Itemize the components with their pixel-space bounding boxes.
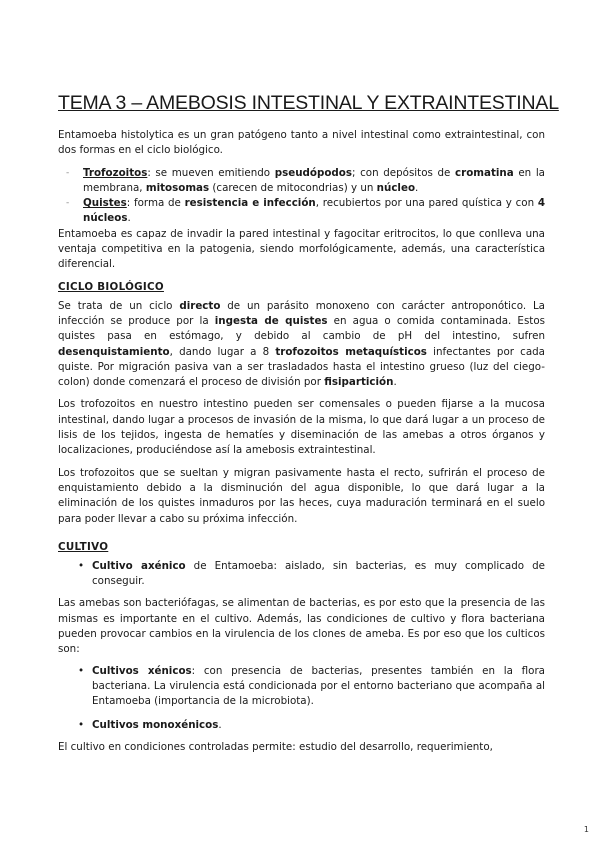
list-item-quistes: - Quistes: forma de resistencia e infección, recubiertos por una pared quística y con 4 núcleos. bbox=[58, 196, 545, 227]
page-number: 1 bbox=[583, 825, 589, 834]
list-item-xenicos: • Cultivos xénicos: con presencia de bacterias, presentes también en la flora bacteriana. La virulencia está condicionada por el entorno bacteriano que acompaña al Entamoeba (importancia de la microbiota). bbox=[78, 664, 545, 708]
cultivo-paragraph-1: Las amebas son bacteriófagas, se alimentan de bacterias, es por esto que la presencia de las mismas es importante en el cultivo. Además, las condiciones de cultivo y flora bacteriana pueden provocar cambios en la virulencia de los clones de ameba. Es por eso que los culticos son: bbox=[58, 597, 545, 656]
page-title: TEMA 3 – AMEBOSIS INTESTINAL Y EXTRAINTESTINAL bbox=[58, 92, 559, 114]
list-item-trofozoitos: - Trofozoitos: se mueven emitiendo pseudópodos; con depósitos de cromatina en la membrana, mitosomas (carecen de mitocondrias) y un núcleo. bbox=[58, 166, 545, 197]
intro-paragraph: Entamoeba histolytica es un gran patógeno tanto a nivel intestinal como extraintestinal, con dos formas en el ciclo biológico. bbox=[58, 129, 545, 157]
cultivo-paragraph-2: El cultivo en condiciones controladas permite: estudio del desarrollo, requerimiento, bbox=[58, 740, 493, 753]
cultivo-list-2 bbox=[58, 664, 545, 733]
forms-list bbox=[58, 166, 545, 227]
list-item-axenico: • Cultivo axénico de Entamoeba: aislado, sin bacterias, es muy complicado de conseguir. bbox=[78, 559, 545, 588]
bullet-icon: • bbox=[78, 718, 85, 731]
bullet-icon: • bbox=[78, 664, 85, 677]
section-heading-ciclo: CICLO BIOLÓGICO bbox=[58, 280, 164, 293]
invade-paragraph: Entamoeba es capaz de invadir la pared intestinal y fagocitar eritrocitos, lo que conlleva una ventaja competitiva en la patogenia, siendo morfológicamente, además, una característica diferencial. bbox=[58, 227, 545, 271]
document-page bbox=[58, 92, 559, 755]
ciclo-paragraph-2: Los trofozoitos en nuestro intestino pueden ser comensales o pueden fijarse a la mucosa intestinal, dando lugar a procesos de invasión de la misma, lo que dará lugar a un proceso de lisis de los tejidos, ingesta de hematíes y diseminación de las amebas a otros órganos y localizaciones, produciéndose así la amebosis extraintestinal. bbox=[58, 398, 545, 457]
ciclo-paragraph-1: Se trata de un ciclo directo de un parásito monoxeno con carácter antroponótico. La infección se produce por la ingesta de quistes en agua o comida contaminada. Estos quistes pasa en estómago, y debido al cambio de pH del intestino, sufren desenquistamiento, dando lugar a 8 trofozoitos metaquísticos infectantes por cada quiste. Por migración pasiva van a ser trasladados hasta el intestino grueso (luz del ciego-colon) donde comenzará el proceso de división por fisipartición. bbox=[58, 299, 546, 389]
section-heading-cultivo: CULTIVO bbox=[58, 540, 109, 553]
list-item-monoxenicos: • Cultivos monoxénicos. bbox=[58, 718, 545, 733]
cultivo-list-1 bbox=[58, 559, 545, 590]
bullet-icon: • bbox=[78, 559, 85, 572]
ciclo-paragraph-3: Los trofozoitos que se sueltan y migran pasivamente hasta el recto, sufrirán el proceso de enquistamiento debido a la disminución del agua disponible, lo que dará lugar a la eliminación de los quistes inmaduros por las heces, cuya maduración terminará en el suelo para poder llevar a cabo su próxima infección. bbox=[58, 466, 545, 525]
